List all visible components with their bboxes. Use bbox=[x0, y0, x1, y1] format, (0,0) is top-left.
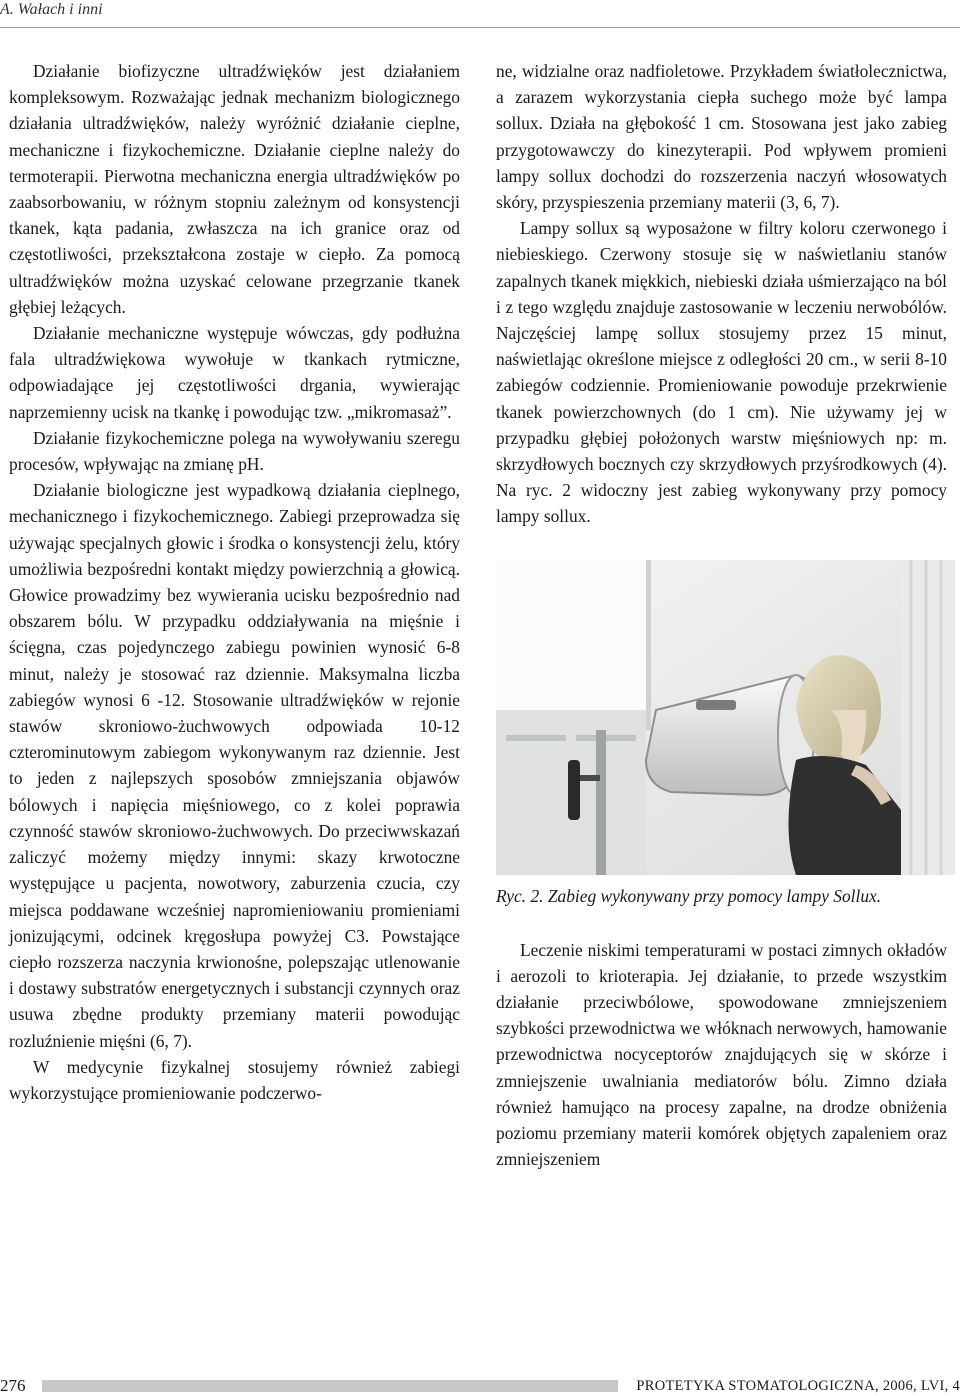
curtain bbox=[901, 560, 955, 875]
paragraph: Działanie biofizyczne ultradźwięków jest działaniem kompleksowym. Rozważając jednak mechanizm biologicznego działania ultradźwięków, należy wyróżnić działanie cieplne, mechaniczne i fizykochemiczne. Działanie cieplne należy do termoterapii. Pierwotna mechaniczna energia ultradźwięków po zaabsorbowaniu, w różnym stopniu zależnym od konsystencji tkanek, kąta padania, zwłaszcza na ich granice oraz od częstotliwości, przekształcona zostaje w ciepło. Za pomocą ultradźwięków można uzyskać celowane przegrzanie tkanek głębiej leżących. bbox=[9, 61, 460, 317]
header-rule bbox=[0, 27, 960, 28]
left-column bbox=[9, 58, 460, 1106]
paragraph: W medycynie fizykalnej stosujemy również zabiegi wykorzystujące promieniowanie podczerwo- bbox=[9, 1056, 460, 1103]
page-number: 276 bbox=[0, 1376, 26, 1395]
window bbox=[496, 560, 646, 710]
lamp-handle bbox=[568, 760, 580, 820]
right-column bbox=[496, 58, 947, 1172]
sollux-treatment-photo bbox=[496, 560, 955, 875]
page-footer bbox=[0, 1374, 960, 1396]
paragraph: Działanie mechaniczne występuje wówczas, gdy podłużna fala ultradźwiękowa wywołuje w tkankach rytmiczne, odpowiadające jej częstotliwości drgania, wywierając naprzemienny ucisk na tkankę i powodując tzw. „mikromasaż”. bbox=[9, 323, 460, 422]
footer-bar bbox=[42, 1380, 618, 1392]
paragraph: Działanie biologiczne jest wypadkową działania cieplnego, mechanicznego i fizykochemicznego. Zabiegi przeprowadza się używając specjalnych głowic i środka o konsystencji żelu, który umożliwia bezpośredni kontakt między powierzchnią a głowicą. Głowice prowadzimy bez wywierania ucisku bezpośrednio nad obszarem bólu. W przypadku oddziaływania na mięśnie i ścięgna, czas pojedynczego zabiegu powinien wynosić 6-8 minut, należy je stosować raz dziennie. Maksymalna liczba zabiegów wynosi 6 -12. Stosowanie ultradźwięków w rejonie stawów skroniowo-żuchwowych odpowiada 10-12 czterominutowym zabiegom wykonywanym raz dziennie. Jest to jeden z najlepszych sposobów zmniejszania objawów bólowych i napięcia mięśniowego, co z kolei poprawia czynność stawów skroniowo-żuchwowych. Do przeciwwskazań zaliczyć możemy między innymi: skazy krwotoczne występujące u pacjenta, nowotwory, zaburzenia czucia, czy miejsca poddawane wcześniej napromieniowaniu promieniami jonizującymi, odcinek kręgosłupa powyżej C3. Powstające ciepło rozszerza naczynia krwionośne, polepszając utlenowanie i dostawy substratów energetycznych i substancji czynnych oraz usuwa zbędne produkty przemiany materii powodując rozluźnienie mięśni (6, 7). bbox=[9, 480, 460, 1051]
paragraph: ne, widzialne oraz nadfioletowe. Przykładem światłolecznictwa, a zarazem wykorzystania ciepła suchego może być lampa sollux. Działa na głębokość 1 cm. Stosowana jest jako zabieg przygotowawczy do kinezyterapii. Pod wpływem promieni lampy sollux dochodzi do rozszerzenia naczyń włosowatych skóry, przyspieszenia przemiany materii (3, 6, 7). bbox=[496, 61, 947, 213]
journal-citation: PROTETYKA STOMATOLOGICZNA, 2006, LVI, 4 bbox=[636, 1378, 960, 1394]
paragraph: Leczenie niskimi temperaturami w postaci zimnych okładów i aerozoli to krioterapia. Jej działanie, to przede wszystkim działanie przeciwbólowe, spowodowane zmniejszeniem szybkości przewodnictwa we włóknach nerwowych, hamowanie przewodnictwa nocyceptorów znajdujących się w skórze i zmniejszenie uwalniania mediatorów bólu. Zimno działa również hamująco na procesy zapalne, na drodze obniżenia poziomu przemiany materii komórek objętych zapaleniem oraz zmniejszeniem bbox=[496, 939, 947, 1170]
paragraph: Lampy sollux są wyposażone w filtry koloru czerwonego i niebieskiego. Czerwony stosuje się w naświetlaniu stanów zapalnych tkanek miękkich, niebieski działa uśmierzająco na ból i z tego względu znajduje zastosowanie w leczeniu nerwobólów. Najczęściej lampę sollux stosujemy przez 15 minut, naświetlając określone miejsce z odległości 20 cm., w serii 8-10 zabiegów codziennie. Promieniowanie powoduje przekrwienie tkanek powierzchownych (do 1 cm). Nie używamy jej w przypadku głębiej położonych warstw mięśniowych np: m. skrzydłowych bocznych czy skrzydłowych przyśrodkowych (4). Na ryc. 2 widoczny jest zabieg wykonywany przy pomocy lampy sollux. bbox=[496, 218, 948, 527]
figure-sollux-photo bbox=[496, 560, 955, 875]
lamp-stand bbox=[596, 730, 606, 875]
paragraph: Działanie fizykochemiczne polega na wywoływaniu szeregu procesów, wpływając na zmianę pH. bbox=[9, 427, 460, 475]
running-head: A. Wałach i inni bbox=[0, 1, 103, 18]
figure-caption: Ryc. 2. Zabieg wykonywany przy pomocy lampy Sollux. bbox=[496, 885, 882, 906]
